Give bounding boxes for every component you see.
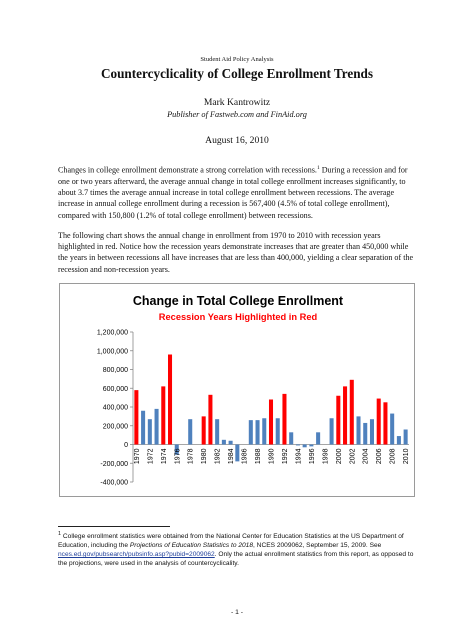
x-tick-label-2008: 2008 [389, 448, 397, 465]
bar-1997 [316, 432, 320, 444]
y-tick-label: -400,000 [100, 479, 128, 487]
x-tick-label-1972: 1972 [147, 448, 155, 465]
y-tick-label: -200,000 [100, 460, 128, 468]
bar-1978 [188, 419, 192, 444]
x-tick-label-1994: 1994 [295, 448, 303, 465]
footnote-publication-title: Projections of Education Statistics to 2018 [129, 542, 254, 550]
footnote-text-3: . Only the actual enrollment statistics from this report, as opposed to the projections, were used in the analysis of countercyclicality. [58, 551, 414, 567]
bar-1990 [269, 400, 273, 445]
bar-1999 [330, 418, 334, 444]
footnote-ref-1[interactable]: 1 [316, 165, 320, 171]
bar-1987 [249, 420, 253, 444]
footnote-rule [58, 526, 170, 527]
x-tick-label-1996: 1996 [308, 448, 316, 465]
bar-1985 [235, 445, 239, 462]
series-label: Student Aid Policy Analysis [200, 56, 274, 63]
paragraph-chart-intro: The following chart shows the annual change in enrollment from 1970 to 2010 with recession years highlighted in red. Notice how the recession years demonstrate increases that are greater than 450,000 while the years in between recessions all have increases that are less than 400,000, yielding a clear separation of the recession and non-recession years. [58, 231, 414, 274]
bar-1973 [155, 409, 159, 445]
chart-subtitle: Recession Years Highlighted in Red [158, 312, 318, 322]
bar-2008 [390, 414, 394, 445]
x-tick-label-1982: 1982 [214, 448, 222, 465]
bar-1995 [303, 445, 307, 448]
y-tick-label: 600,000 [102, 385, 128, 393]
y-tick-label: 0 [124, 442, 128, 449]
y-tick-label: 400,000 [102, 404, 128, 412]
paragraph-intro-text-b: During a recession and for one or two years afterward, the average annual change in total college enrollment increases significantly, to about 3.7 times the average annual increase in total college enrollment between recessions. The average increase in annual college enrollment during a recession is 567,400 (4.5% of total college enrollment), compared with 150,800 (1.2% of total college enrollment) between recessions. [58, 165, 408, 220]
y-tick-label: 1,000,000 [96, 348, 128, 356]
bar-1993 [289, 432, 293, 444]
bar-1996 [309, 445, 313, 447]
x-tick-label-1978: 1978 [187, 448, 195, 465]
bar-2009 [397, 436, 401, 444]
bar-1989 [262, 418, 266, 444]
x-tick-label-1984: 1984 [228, 448, 236, 465]
x-tick-label-1980: 1980 [201, 448, 209, 465]
chart-svg [60, 284, 416, 498]
bar-2005 [370, 419, 374, 444]
bar-1991 [276, 418, 280, 444]
footnote-text-1: College enrollment statistics were obtained from the National Center for Education Statistics at the US Department of Education, including the [58, 533, 404, 550]
x-tick-label-1992: 1992 [281, 448, 289, 465]
chart-title: Change in Total College Enrollment [132, 294, 344, 308]
y-tick-label: 1,200,000 [96, 329, 128, 337]
x-tick-label-1974: 1974 [160, 448, 168, 465]
paragraph-intro [58, 163, 418, 221]
footnote-text-2: , NCES 2009062, September 15, 2009. See [253, 542, 382, 550]
footnote-link[interactable]: nces.ed.gov/pubsearch/pubsinfo.asp?pubid=2009062 [58, 551, 215, 558]
enrollment-chart [59, 283, 415, 497]
bar-1992 [282, 394, 286, 445]
paragraph-intro-text-a: Changes in college enrollment demonstrate a strong correlation with recessions. [58, 165, 317, 175]
bar-1994 [296, 445, 300, 446]
page-number: - 1 - [230, 609, 244, 616]
bar-2010 [404, 430, 408, 445]
chart-x-tick-labels [134, 448, 410, 464]
bar-1988 [256, 420, 260, 444]
footnote-1 [58, 530, 420, 569]
x-tick-label-1970: 1970 [133, 448, 141, 465]
document-title: Countercyclicality of College Enrollment Trends [100, 66, 374, 81]
x-tick-label-2000: 2000 [335, 448, 343, 465]
y-tick-label: 800,000 [102, 367, 128, 374]
bar-1974 [161, 386, 165, 444]
bar-1972 [148, 419, 152, 444]
document-date: August 16, 2010 [205, 135, 269, 146]
footnote-marker: 1 [58, 531, 62, 537]
bar-2002 [350, 380, 354, 445]
x-tick-label-1998: 1998 [322, 448, 330, 465]
bar-1981 [208, 395, 212, 445]
bar-1975 [168, 355, 172, 445]
bar-1982 [215, 419, 219, 444]
bar-2001 [343, 386, 347, 444]
bar-2006 [377, 399, 381, 445]
x-tick-label-2002: 2002 [349, 448, 357, 465]
chart-y-tick-labels [97, 330, 128, 487]
bar-1980 [202, 416, 206, 444]
author-name: Mark Kantrowitz [203, 97, 271, 108]
x-tick-label-2004: 2004 [362, 448, 370, 465]
x-tick-label-2010: 2010 [403, 448, 411, 465]
bar-1970 [134, 390, 138, 444]
bar-1971 [141, 411, 145, 445]
x-tick-label-1988: 1988 [255, 448, 263, 465]
y-tick-label: 200,000 [102, 423, 128, 431]
x-tick-label-1990: 1990 [268, 448, 276, 465]
bar-2004 [363, 423, 367, 445]
author-affiliation: Publisher of Fastweb.com and FinAid.org [167, 110, 307, 119]
x-tick-label-1986: 1986 [241, 448, 249, 465]
bar-2007 [383, 402, 387, 444]
bar-1984 [229, 441, 233, 445]
x-tick-label-1976: 1976 [174, 448, 182, 465]
bar-2000 [336, 396, 340, 445]
bar-1983 [222, 440, 226, 445]
x-tick-label-2006: 2006 [376, 448, 384, 465]
bar-2003 [356, 416, 360, 444]
